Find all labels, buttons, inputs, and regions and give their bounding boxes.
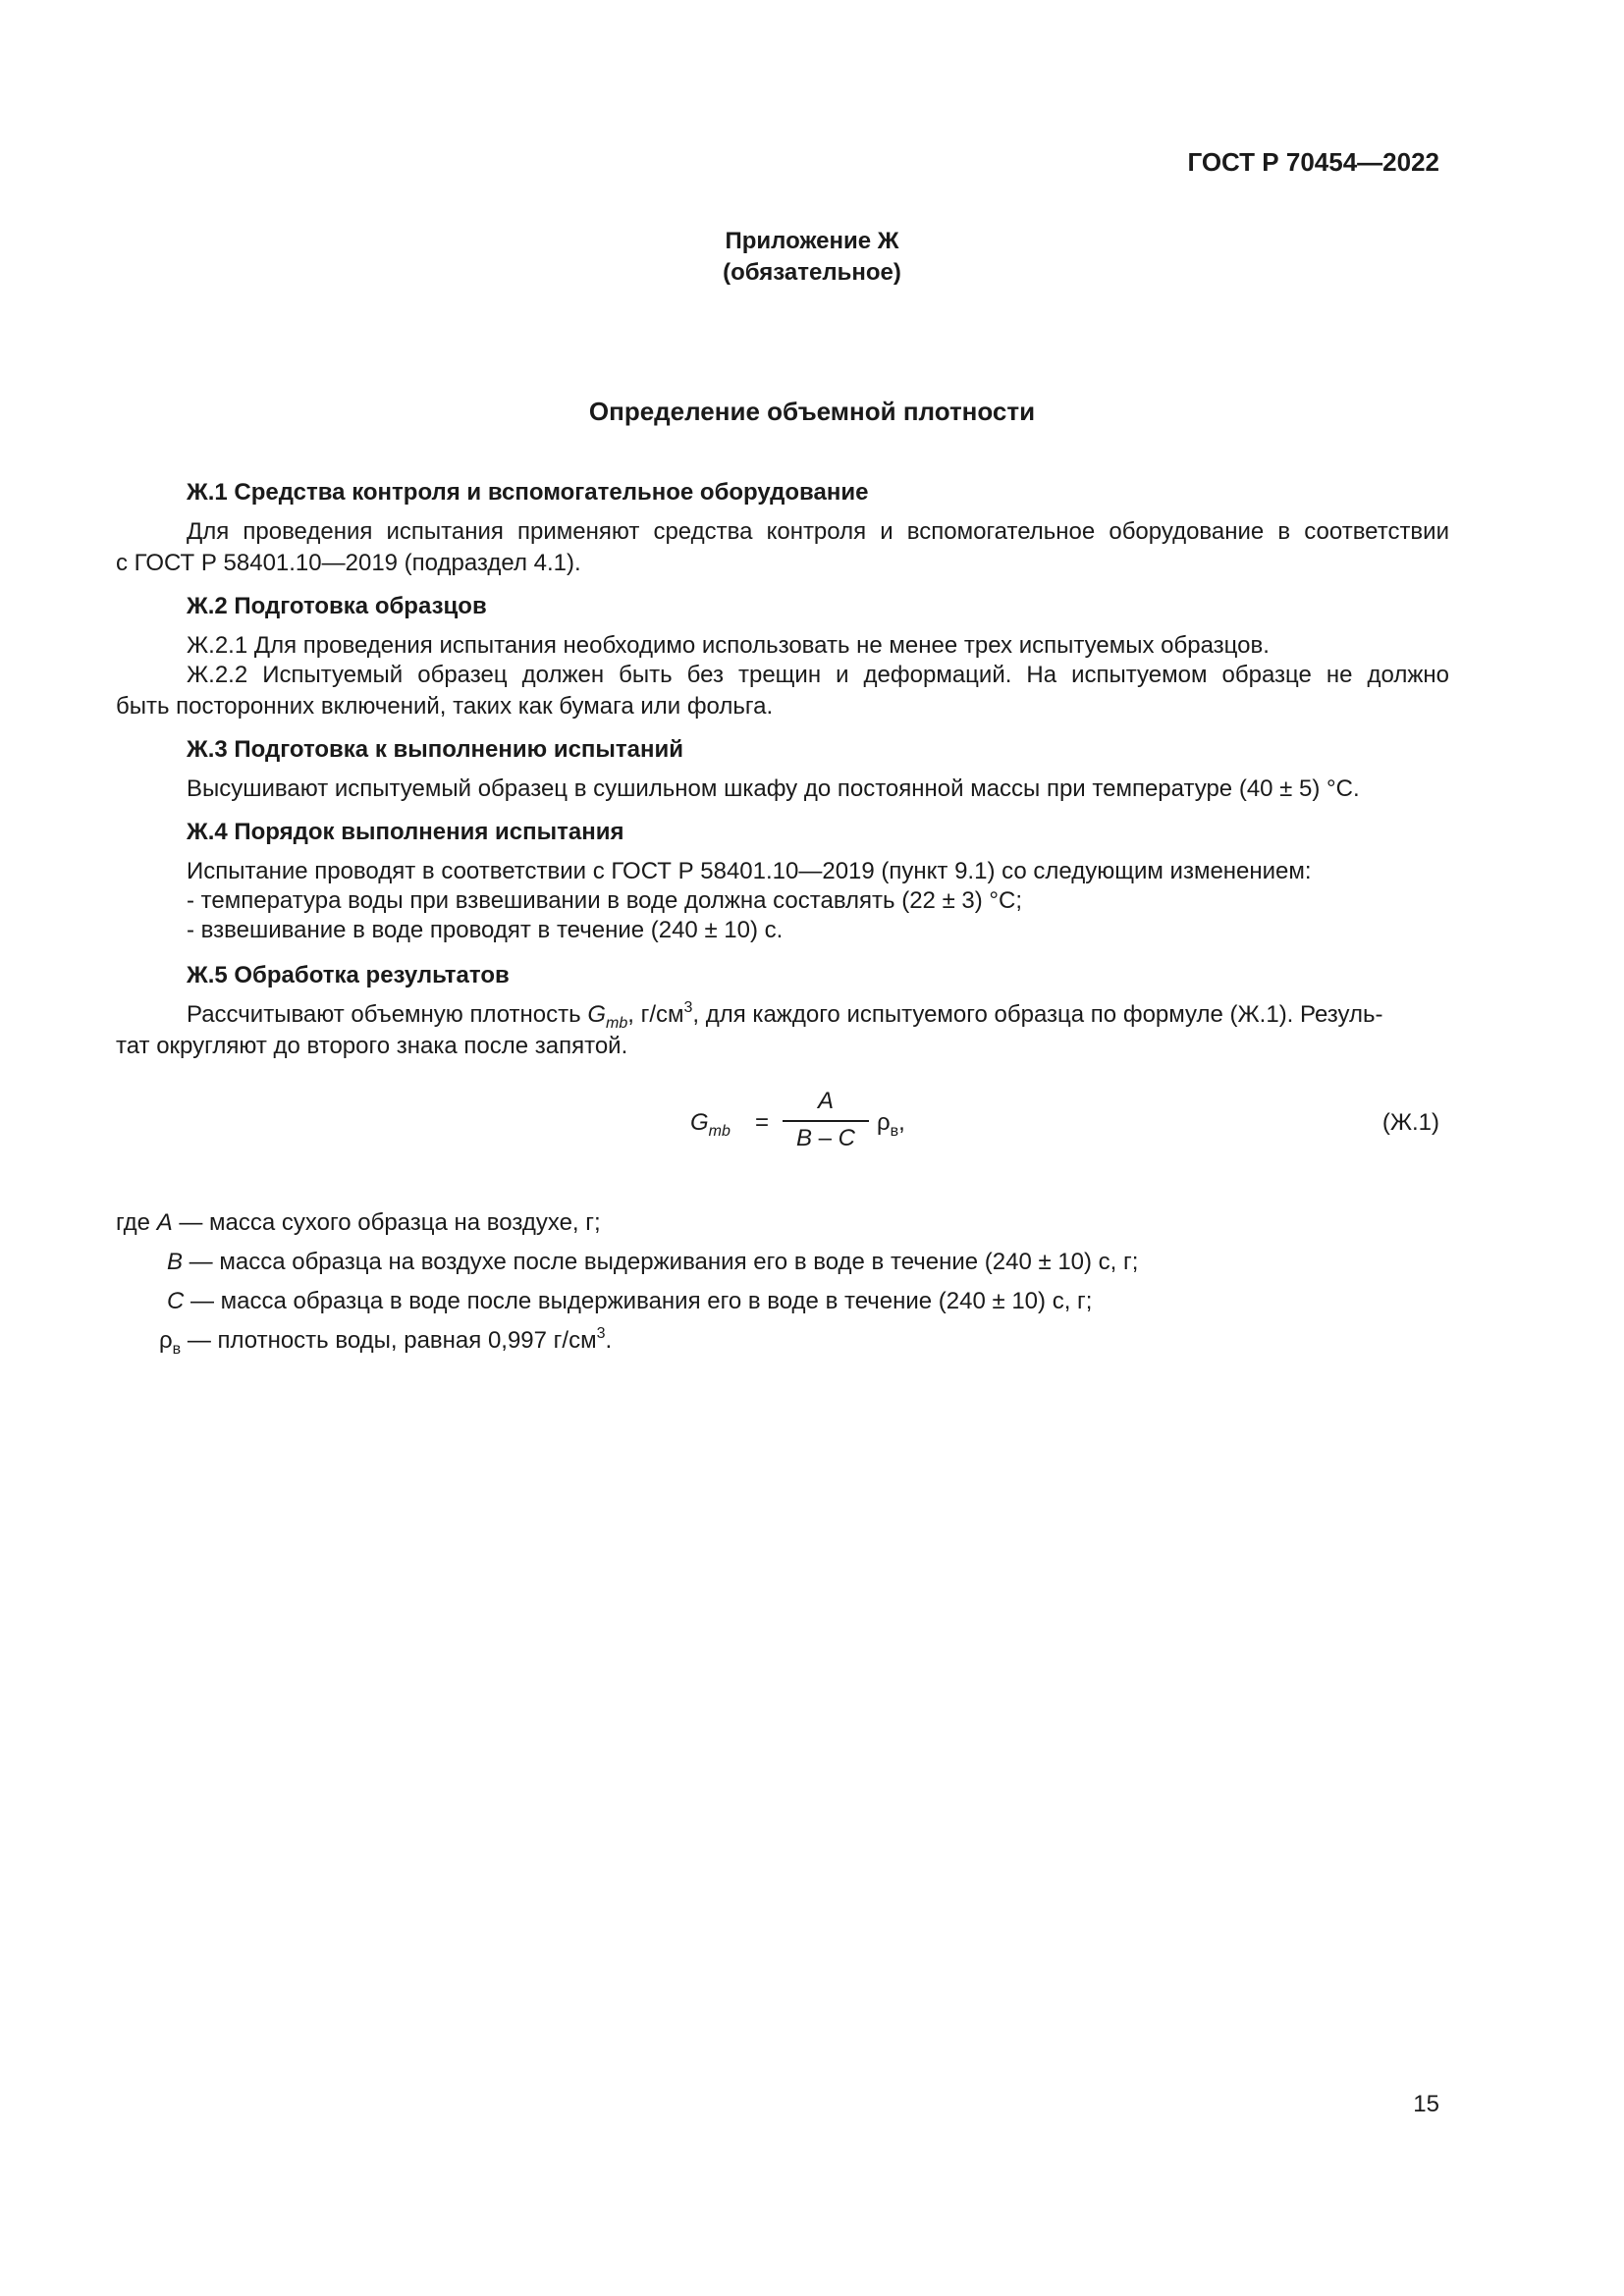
legend-rho: $\rho_в$ — плотность воды, равная 0,997 $г/см^3$. bbox=[159, 1325, 613, 1358]
page-title: Определение объемной плотности bbox=[588, 397, 1036, 426]
section-heading-zh2: Ж.2 Подготовка образцов bbox=[187, 593, 487, 619]
section-heading-zh4: Ж.4 Порядок выполнения испытания bbox=[187, 819, 624, 845]
formula-equals: = bbox=[755, 1109, 770, 1136]
section-zh4-text: Испытание проводят в соответствии с ГОСТ Р 58401.10—2019 (пункт 9.1) со следующим изменением: bbox=[187, 858, 1312, 884]
document-number: ГОСТ Р 70454—2022 bbox=[1187, 147, 1439, 177]
appendix-status: (обязательное) bbox=[723, 259, 901, 286]
section-heading-zh5: Ж.5 Обработка результатов bbox=[187, 962, 510, 988]
section-zh3-text: Высушивают испытуемый образец в сушильном шкафу до постоянной массы при температуре (40 ± 5) °С. bbox=[187, 775, 1360, 802]
legend-b: B — масса образца на воздухе после выдерживания его в воде в течение (240 ± 10) с, г; bbox=[167, 1249, 1139, 1275]
section-zh2-p2-line2: быть посторонних включений, таких как бумага или фольга. bbox=[116, 693, 774, 720]
fraction-bar bbox=[783, 1120, 869, 1122]
legend-c: C — масса образца в воде после выдерживания его в воде в течение (240 ± 10) с, г; bbox=[167, 1288, 1093, 1314]
formula-numerator: A bbox=[817, 1088, 834, 1114]
appendix-label: Приложение Ж bbox=[725, 228, 899, 254]
formula-denominator: B – C bbox=[795, 1125, 856, 1151]
section-zh1-line2: с ГОСТ Р 58401.10—2019 (подраздел 4.1). bbox=[116, 550, 581, 576]
section-zh5-line2: тат округляют до второго знака после запятой. bbox=[116, 1033, 628, 1059]
section-zh4-item1: - температура воды при взвешивании в воде должна составлять (22 ± 3) °С; bbox=[187, 887, 1023, 914]
section-zh2-p2-line1: Ж.2.2 Испытуемый образец должен быть без трещин и деформаций. На испытуемом образце не должно bbox=[187, 662, 1449, 688]
section-zh4-item2: - взвешивание в воде проводят в течение (240 ± 10) с. bbox=[187, 917, 784, 943]
page-number: 15 bbox=[1413, 2091, 1439, 2117]
section-zh5-line1: Рассчитывают объемную плотность $G_{mb}$, $г/см^3$, для каждого испытуемого образца по формуле (Ж.1). Резуль- bbox=[187, 999, 1383, 1032]
section-heading-zh1: Ж.1 Средства контроля и вспомогательное оборудование bbox=[187, 479, 869, 506]
section-heading-zh3: Ж.3 Подготовка к выполнению испытаний bbox=[187, 736, 684, 763]
formula-lhs: $G_{mb}$ bbox=[690, 1109, 731, 1140]
section-zh1-line1: Для проведения испытания применяют средства контроля и вспомогательное оборудование в соответствии bbox=[187, 518, 1449, 545]
equation-number: (Ж.1) bbox=[1381, 1109, 1439, 1136]
section-zh2-p1: Ж.2.1 Для проведения испытания необходимо использовать не менее трех испытуемых образцов. bbox=[187, 632, 1270, 659]
formula-rho: $\rho_в$, bbox=[877, 1109, 905, 1140]
legend-a: где A — масса сухого образца на воздухе, г; bbox=[116, 1209, 601, 1236]
